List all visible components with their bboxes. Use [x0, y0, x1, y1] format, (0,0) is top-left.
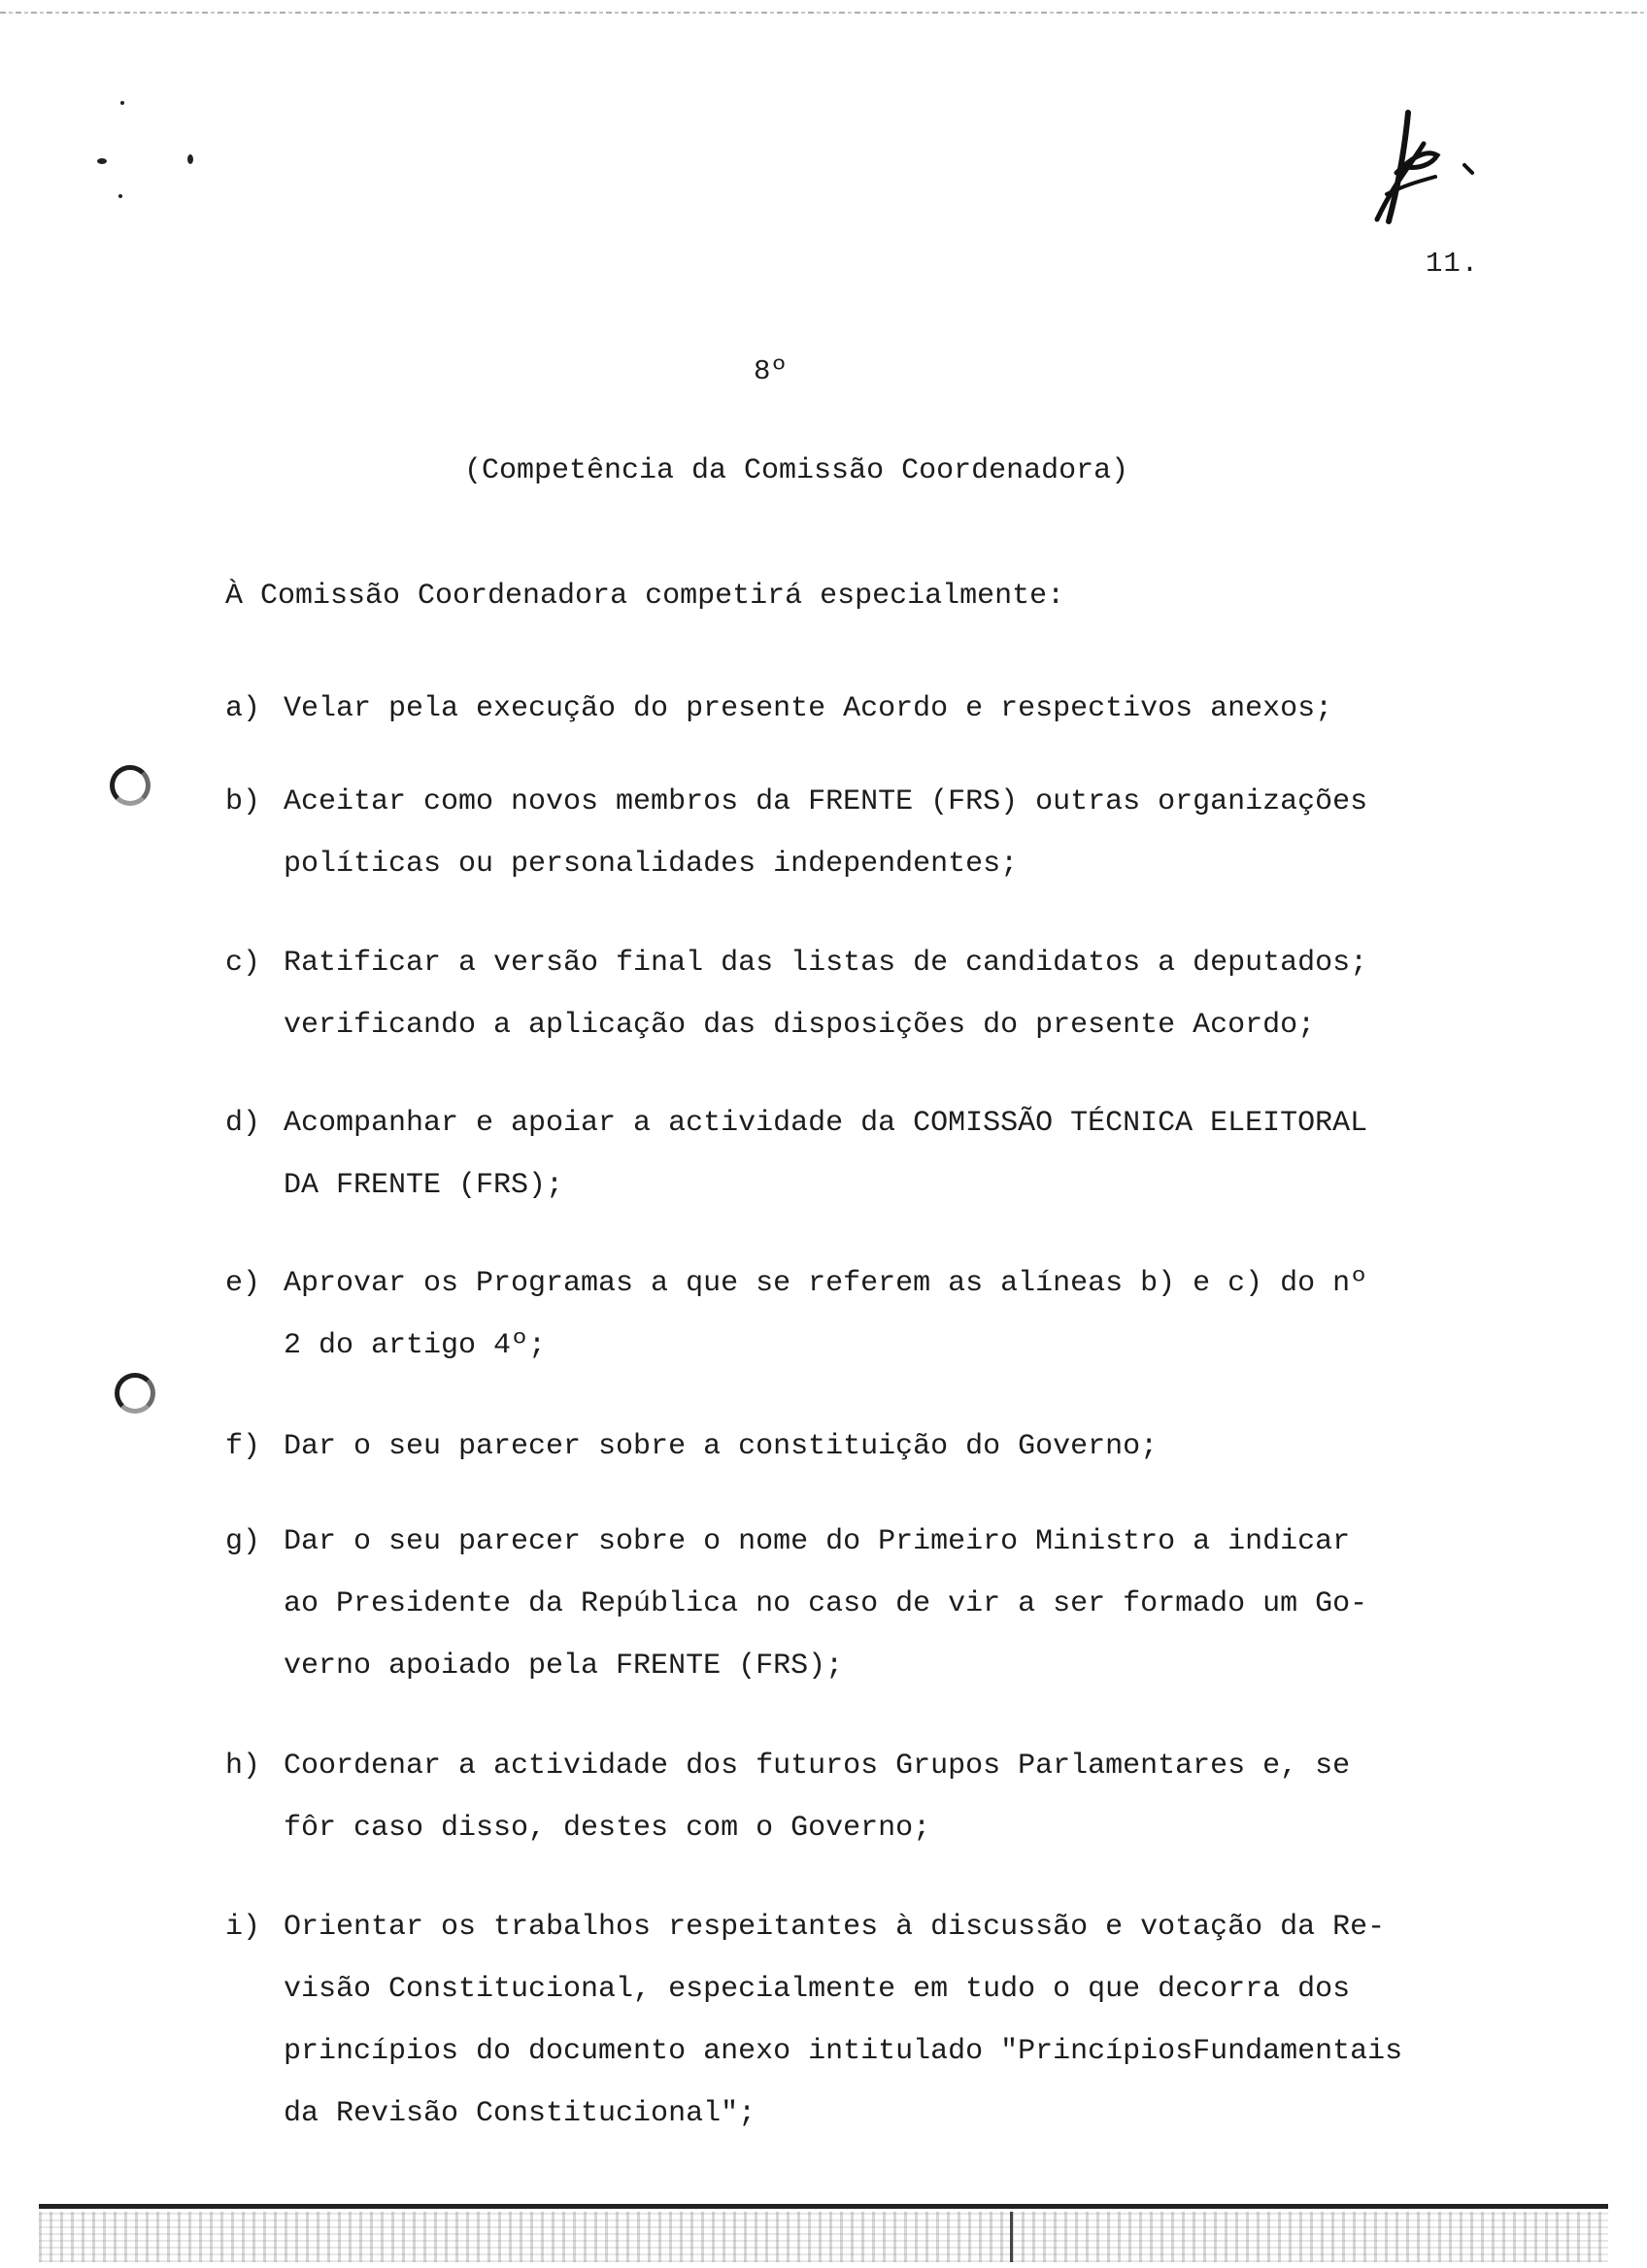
item-text-line: DA FRENTE (FRS); — [284, 1169, 564, 1202]
article-number: 8º — [754, 355, 788, 387]
item-text-line: Aprovar os Programas a que se referem as alíneas b) e c) do nº — [284, 1267, 1368, 1300]
list-item — [225, 678, 1527, 740]
item-text-line: Acompanhar e apoiar a actividade da COMISSÃO TÉCNICA ELEITORAL — [284, 1107, 1368, 1140]
item-letter: b) — [225, 785, 261, 818]
list-item — [225, 1252, 1527, 1377]
scan-speck — [97, 158, 107, 164]
scan-speck — [118, 194, 122, 198]
list-item — [225, 1092, 1527, 1217]
page-number: 11. — [1426, 248, 1480, 280]
list-item — [225, 1896, 1527, 2145]
top-scan-edge — [0, 12, 1647, 14]
item-text-line: Dar o seu parecer sobre o nome do Primeiro Ministro a indicar — [284, 1525, 1351, 1558]
item-letter: g) — [225, 1525, 261, 1558]
bottom-rule — [39, 2204, 1608, 2209]
item-letter: f) — [225, 1430, 261, 1463]
bottom-scan-strip — [39, 2212, 1608, 2262]
item-letter: d) — [225, 1107, 261, 1140]
item-text-line: políticas ou personalidades independentes; — [284, 848, 1019, 881]
list-item — [225, 1416, 1527, 1478]
list-item — [225, 932, 1527, 1056]
item-letter: c) — [225, 947, 261, 980]
list-item — [225, 1735, 1527, 1859]
item-letter: i) — [225, 1911, 261, 1944]
item-text-line: Ratificar a versão final das listas de candidatos a deputados; — [284, 947, 1368, 980]
item-letter: a) — [225, 692, 261, 725]
item-text-line: Aceitar como novos membros da FRENTE (FRS) outras organizações — [284, 785, 1368, 818]
scan-speck — [187, 154, 193, 164]
item-text-line: visão Constitucional, especialmente em tudo o que decorra dos — [284, 1973, 1351, 2006]
article-title: (Competência da Comissão Coordenadora) — [464, 454, 1129, 487]
item-letter: e) — [225, 1267, 261, 1300]
item-letter: h) — [225, 1750, 261, 1783]
item-text-line: Orientar os trabalhos respeitantes à discussão e votação da Re- — [284, 1911, 1386, 1944]
item-text-line: verno apoiado pela FRENTE (FRS); — [284, 1650, 844, 1683]
punch-hole-bottom — [115, 1373, 155, 1414]
scan-speck — [120, 101, 124, 105]
list-item — [225, 1511, 1527, 1697]
intro-paragraph: À Comissão Coordenadora competirá especialmente: — [225, 580, 1065, 613]
list-item — [225, 771, 1527, 895]
item-text-line: da Revisão Constitucional"; — [284, 2097, 756, 2130]
bottom-strip-divider — [1010, 2212, 1013, 2262]
item-text-line: ao Presidente da República no caso de vir a ser formado um Go- — [284, 1587, 1368, 1620]
handwritten-initials-icon — [1367, 105, 1503, 231]
item-text-line: Velar pela execução do presente Acordo e respectivos anexos; — [284, 692, 1333, 725]
item-text-line: Coordenar a actividade dos futuros Grupos Parlamentares e, se — [284, 1750, 1351, 1783]
item-text-line: Dar o seu parecer sobre a constituição do Governo; — [284, 1430, 1159, 1463]
punch-hole-top — [110, 765, 151, 806]
item-text-line: princípios do documento anexo intitulado "PrincípiosFundamentais — [284, 2035, 1403, 2068]
item-text-line: fôr caso disso, destes com o Governo; — [284, 1812, 931, 1845]
item-text-line: verificando a aplicação das disposições do presente Acordo; — [284, 1009, 1316, 1042]
item-text-line: 2 do artigo 4º; — [284, 1329, 547, 1362]
